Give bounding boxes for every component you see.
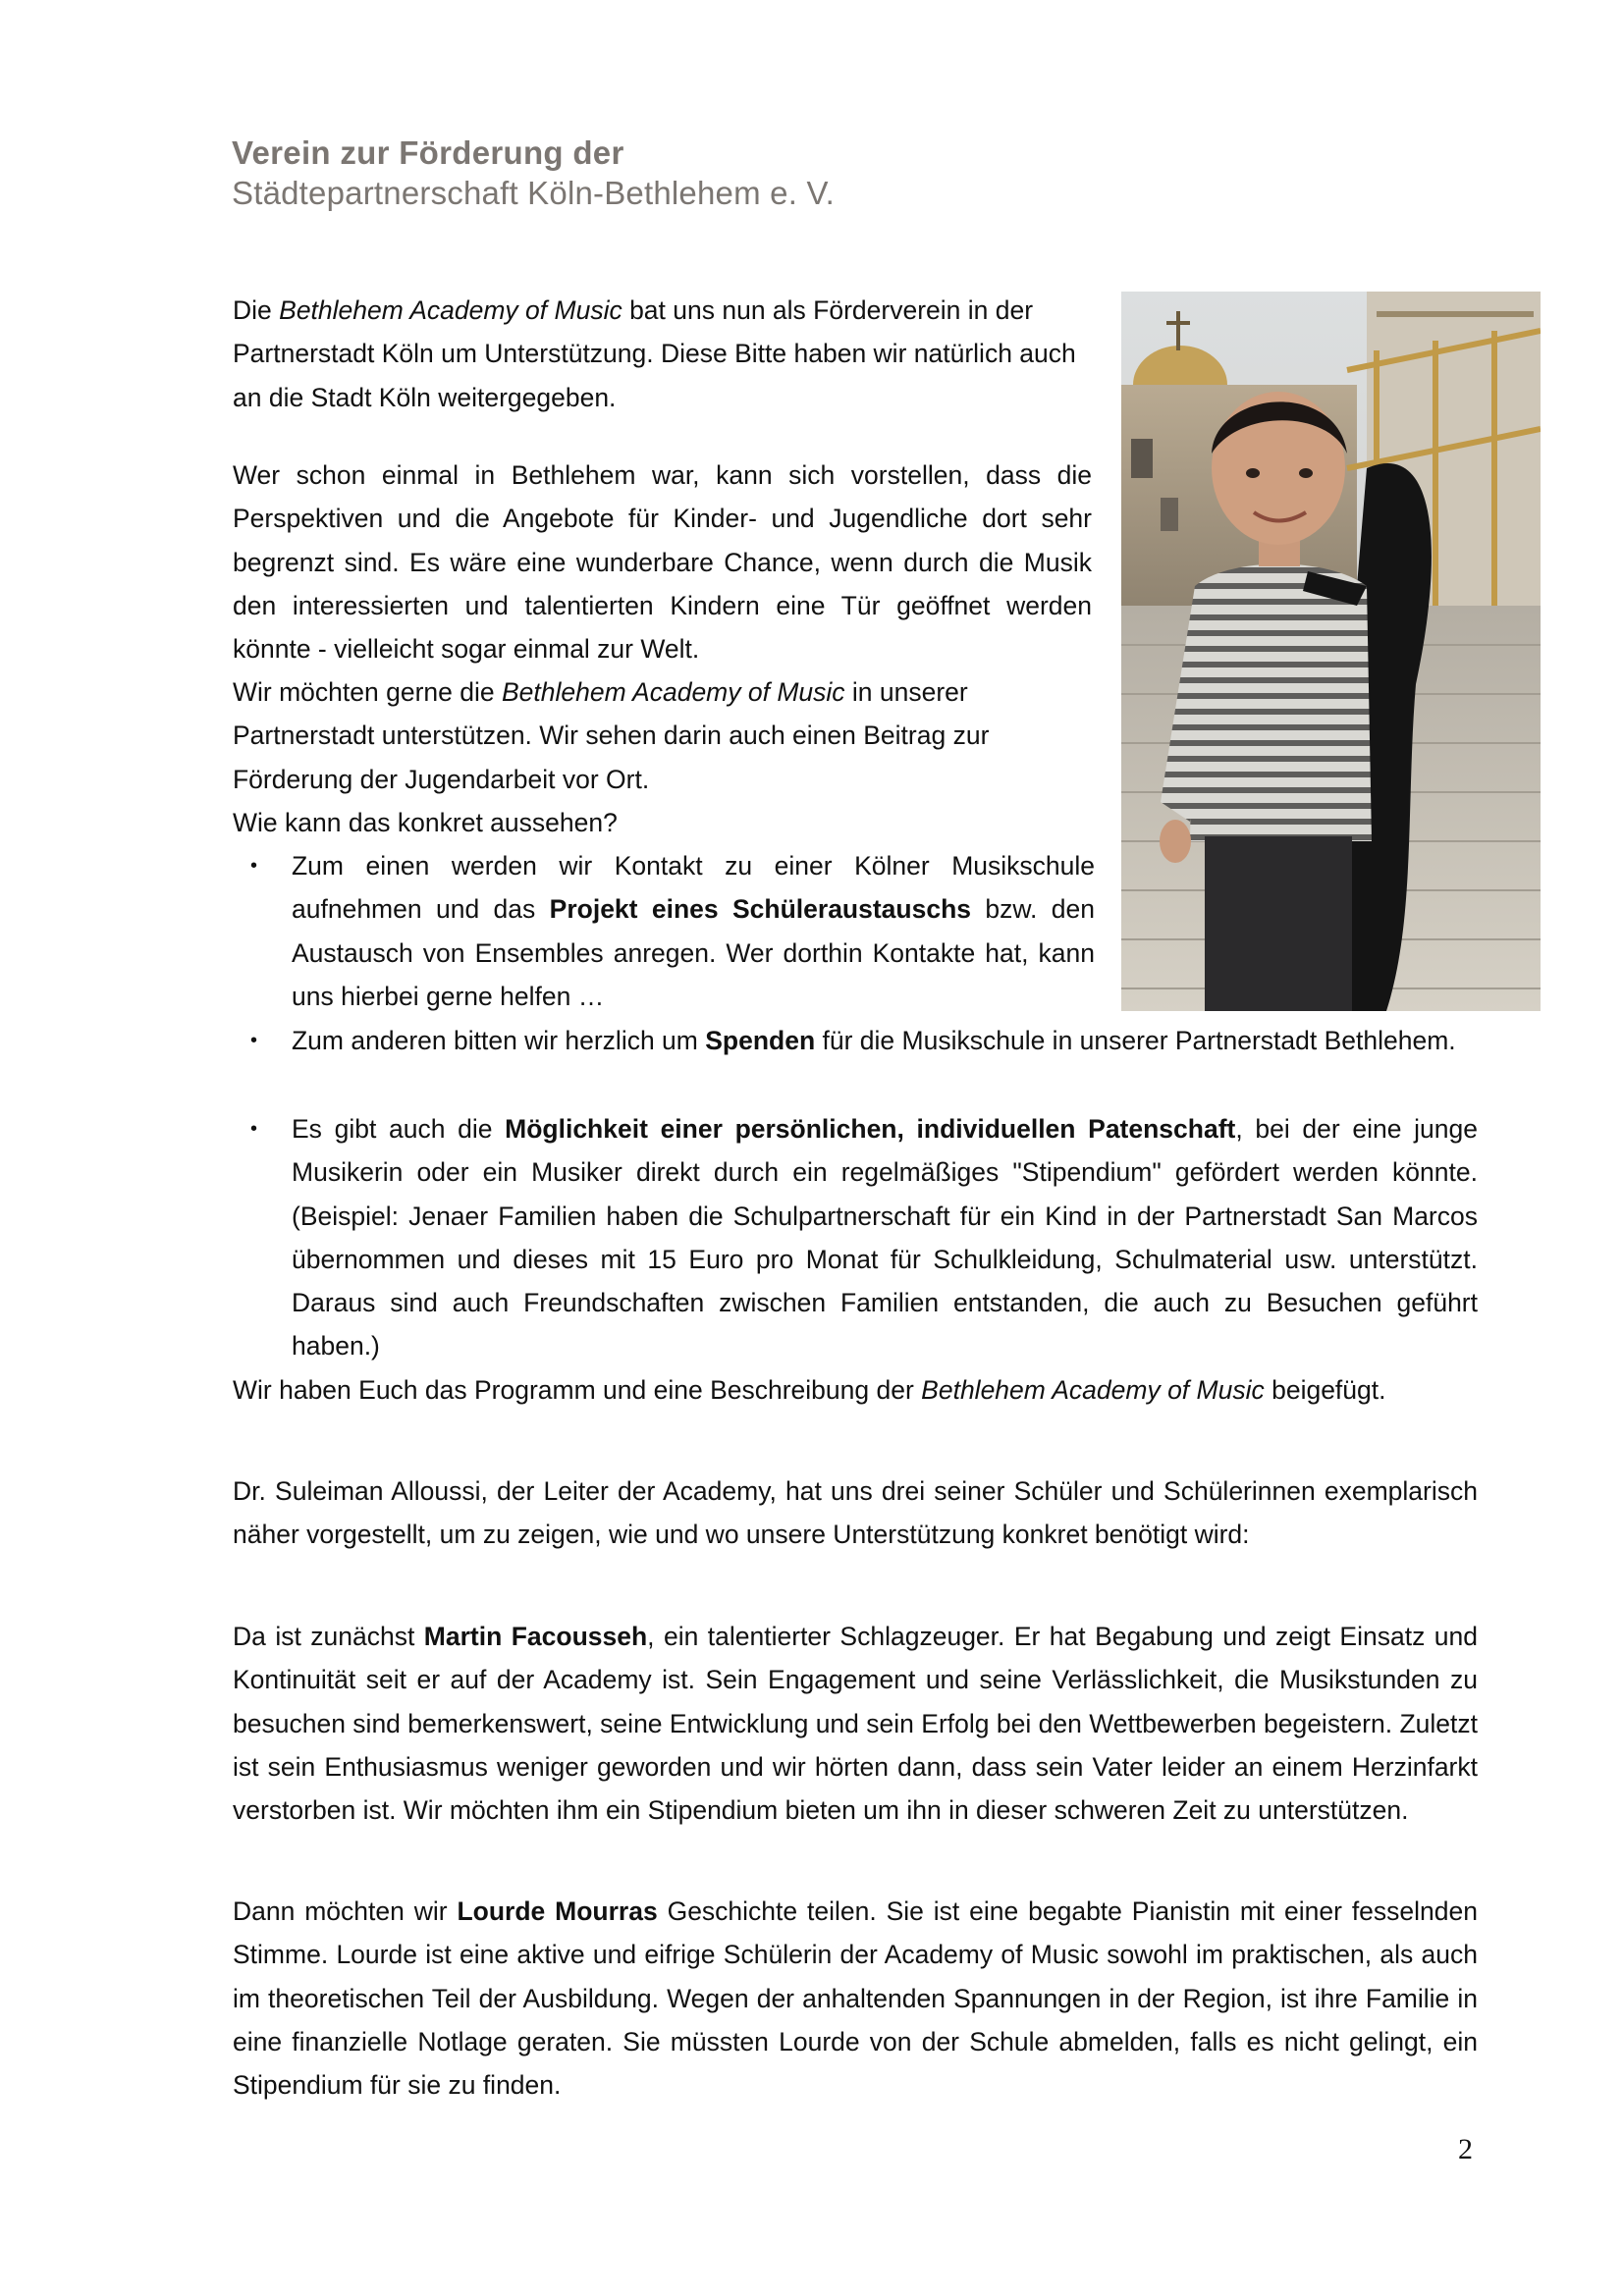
- paragraph-4: Wie kann das konkret aussehen?: [233, 808, 618, 837]
- p3-text-c: in unserer Partnerstadt unterstützen. Wir sehen darin auch einen Beitrag zur Förderung der Jugendarbeit vor Ort.: [233, 677, 990, 794]
- b3-text-a: Es gibt auch die: [292, 1114, 506, 1144]
- p7-text-a: Da ist zunächst: [233, 1622, 424, 1651]
- paragraph-6: Dr. Suleiman Alloussi, der Leiter der Academy, hat uns drei seiner Schüler und Schülerinnen exemplarisch näher vorgestellt, um zu zeigen, wie und wo unsere Unterstützung konkret benötigt wird:: [233, 1476, 1478, 1550]
- p7-name: Martin Facousseh: [423, 1622, 648, 1651]
- b2-text-a: Zum anderen bitten wir herzlich um: [292, 1026, 706, 1055]
- b1-bold: Projekt eines Schüleraustauschs: [549, 894, 972, 925]
- bullet-2: [292, 1019, 1478, 1062]
- paragraph-1: [233, 289, 1092, 419]
- bullet-2-marker: •: [250, 1030, 258, 1051]
- page-number: 2: [1458, 2133, 1473, 2165]
- p1-text-c: bat uns nun als Förderverein in der Partnerstadt Köln um Unterstützung. Diese Bitte haben wir natürlich auch an die Stadt Köln weitergegeben.: [233, 295, 1076, 412]
- p5-text-a: Wir haben Euch das Programm und eine Beschreibung der: [233, 1375, 922, 1405]
- bullet-3-marker: •: [250, 1118, 258, 1140]
- letterhead-subtitle: Städtepartnerschaft Köln-Bethlehem e. V.: [232, 175, 835, 211]
- p3-text-a: Wir möchten gerne die: [233, 677, 502, 707]
- bullet-3: [292, 1107, 1478, 1368]
- b3-bold: Möglichkeit einer persönlichen, individuellen Patenschaft: [505, 1114, 1236, 1144]
- letterhead-title: Verein zur Förderung der: [232, 134, 624, 171]
- paragraph-3: [233, 670, 1092, 801]
- p1-academy-name: Bethlehem Academy of Music: [279, 295, 622, 325]
- boy-photo: [1121, 292, 1541, 1011]
- p8-name: Lourde Mourras: [457, 1896, 658, 1926]
- paragraph-2: Wer schon einmal in Bethlehem war, kann sich vorstellen, dass die Perspektiven und die Angebote für Kinder- und Jugendliche dort sehr begrenzt sind. Es wäre eine wunderbare Chance, wenn durch die Musik den interessierten und talentierten Kindern eine Tür geöffnet werden könnte - vielleicht sogar einmal zur Welt.: [233, 460, 1092, 665]
- letterhead: [232, 133, 835, 213]
- p1-text-a: Die: [233, 295, 280, 325]
- b1-text-a: Zum einen werden wir Kontakt zu einer Kölner Musikschule aufnehmen und das: [292, 851, 1095, 925]
- paragraph-5: [233, 1368, 1478, 1412]
- paragraph-7: [233, 1615, 1478, 1832]
- b1-text-c: bzw. den Austausch von Ensembles anregen. Wer dorthin Kontakte hat, kann uns hierbei gerne helfen …: [292, 894, 1095, 1011]
- bullet-1: [292, 844, 1095, 1018]
- p5-text-c: beigefügt.: [1264, 1375, 1386, 1405]
- p7-text-c: , ein talentierter Schlagzeuger. Er hat Begabung und zeigt Einsatz und Kontinuität seit er auf der Academy ist. Sein Engagement und seine Verlässlichkeit, die Musikstunden zu besuchen sind bemerkenswert, seine Entwicklung und sein Erfolg bei den Wettbewerben begeistern. Zuletzt ist sein Enthusiasmus weniger geworden und wir hörten dann, dass sein Vater leider an einem Herzinfarkt verstorben ist. Wir möchten ihm ein Stipendium bieten um ihn in dieser schweren Zeit zu unterstützen.: [233, 1622, 1478, 1826]
- b2-bold: Spenden: [705, 1026, 816, 1055]
- b3-text-c: , bei der eine junge Musikerin oder ein Musiker direkt durch ein regelmäßiges "Stipendium" gefördert werden könnte. (Beispiel: Jenaer Familien haben die Schulpartnerschaft für ein Kind in der Partnerstadt San Marcos übernommen und dieses mit 15 Euro pro Monat für Schulkleidung, Schulmaterial usw. unterstützt. Daraus sind auch Freundschaften zwischen Familien entstanden, die auch zu Besuchen geführt haben.): [292, 1114, 1478, 1362]
- p3-academy-name: Bethlehem Academy of Music: [501, 677, 845, 707]
- p5-academy-name: Bethlehem Academy of Music: [921, 1375, 1265, 1405]
- paragraph-8: [233, 1890, 1478, 2107]
- p8-text-a: Dann möchten wir: [233, 1896, 458, 1926]
- bullet-1-marker: •: [250, 855, 258, 877]
- b2-text-c: für die Musikschule in unserer Partnerstadt Bethlehem.: [815, 1026, 1456, 1055]
- p8-text-c: Geschichte teilen. Sie ist eine begabte Pianistin mit einer fesselnden Stimme. Lourde ist eine aktive und eifrige Schülerin der Academy of Music sowohl im praktischen, als auch im theoretischen Teil der Ausbildung. Wegen der anhaltenden Spannungen in der Region, ist ihre Familie in eine finanzielle Notlage geraten. Sie müssten Lourde von der Schule abmelden, falls es nicht gelingt, ein Stipendium für sie zu finden.: [233, 1896, 1478, 2101]
